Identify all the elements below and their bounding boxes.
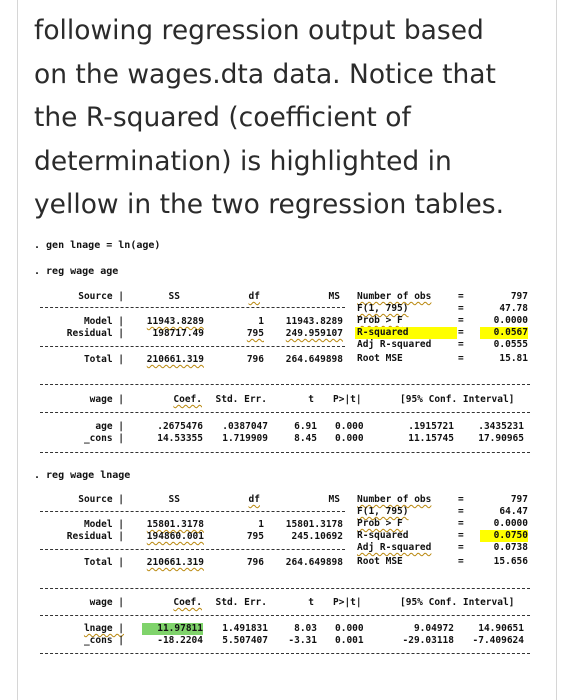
anova-ss: 11943.8289 bbox=[146, 316, 204, 327]
separator-line bbox=[40, 615, 530, 616]
page-heading bbox=[34, 9, 544, 227]
df-header: df bbox=[248, 494, 260, 505]
r-squared-value: 0.0567 bbox=[480, 327, 528, 339]
stat-label: Number of obs bbox=[357, 494, 432, 505]
separator-line bbox=[40, 653, 530, 654]
p-header: P>|t| bbox=[333, 597, 362, 608]
coef-value: 14.53355 bbox=[157, 433, 203, 444]
coef-t: 8.03 bbox=[294, 623, 317, 634]
stat-value: 0.0000 bbox=[493, 518, 528, 529]
coef-value: .2675476 bbox=[157, 421, 203, 432]
coef-ci-low: -29.03118 bbox=[402, 635, 454, 646]
heading-line: determination) is highlighted in bbox=[34, 145, 452, 177]
anova-source: Model | bbox=[83, 316, 124, 327]
stat-label: Root MSE bbox=[357, 353, 403, 364]
command-reg-lnage: . reg wage lnage bbox=[34, 470, 131, 481]
anova-ms: 249.959107 bbox=[285, 328, 343, 339]
stat-value: 15.81 bbox=[499, 353, 528, 364]
anova-ss: 210661.319 bbox=[146, 557, 204, 568]
coef-var: _cons | bbox=[83, 433, 124, 444]
coef-var: age | bbox=[95, 421, 124, 432]
anova-df: 1 bbox=[258, 519, 264, 530]
stat-value: 0.0738 bbox=[493, 542, 528, 553]
t-header: t bbox=[308, 597, 314, 608]
coef-ci-high: -7.409624 bbox=[472, 635, 524, 646]
coef-t: -3.31 bbox=[288, 635, 317, 646]
stat-eq: = bbox=[458, 556, 464, 567]
coef-ci-low: .1915721 bbox=[408, 421, 454, 432]
anova-ss: 194860.001 bbox=[146, 531, 204, 542]
var-header: wage | bbox=[89, 394, 124, 405]
coef-header: Coef. bbox=[173, 597, 202, 608]
coef-se: 5.507407 bbox=[222, 635, 268, 646]
coef-p: 0.000 bbox=[335, 421, 364, 432]
stat-label: Prob > F bbox=[357, 315, 403, 326]
anova-df: 796 bbox=[246, 557, 264, 568]
stat-value: 0.0555 bbox=[493, 339, 528, 350]
coef-p: 0.000 bbox=[335, 623, 364, 634]
ci-header: [95% Conf. Interval] bbox=[400, 597, 515, 608]
stat-eq: = bbox=[458, 530, 464, 541]
stat-value: 797 bbox=[510, 291, 528, 302]
stat-eq: = bbox=[458, 315, 464, 326]
separator-line bbox=[40, 412, 530, 413]
stat-label: F(1, 795) bbox=[357, 506, 409, 517]
heading-line: the R-squared (coefficient of bbox=[34, 102, 411, 133]
anova-ms: 264.649898 bbox=[285, 557, 343, 568]
anova-ms: 11943.8289 bbox=[285, 316, 343, 327]
anova-ss: 15801.3178 bbox=[146, 519, 204, 530]
coef-t: 6.91 bbox=[294, 421, 317, 432]
stat-eq: = bbox=[458, 303, 464, 314]
stat-label: Adj R-squared bbox=[357, 339, 432, 350]
se-header: Std. Err. bbox=[215, 394, 267, 405]
anova-df: 795 bbox=[246, 328, 264, 339]
anova-ms: 15801.3178 bbox=[285, 519, 343, 530]
stat-eq: = bbox=[458, 494, 464, 505]
separator-line bbox=[40, 346, 345, 347]
t-header: t bbox=[308, 394, 314, 405]
r-squared-label: R-squared bbox=[355, 327, 457, 339]
coef-se: .0387047 bbox=[222, 421, 268, 432]
anova-df: 796 bbox=[246, 354, 264, 365]
coef-t: 8.45 bbox=[294, 433, 317, 444]
anova-source: Total | bbox=[83, 354, 124, 365]
anova-source: Residual | bbox=[66, 531, 124, 542]
r-squared-label: R-squared bbox=[357, 530, 409, 541]
separator-line bbox=[40, 384, 530, 385]
stat-label: F(1, 795) bbox=[357, 303, 409, 314]
ss-header: SS bbox=[168, 494, 180, 505]
stat-eq: = bbox=[458, 291, 464, 302]
stat-eq: = bbox=[458, 339, 464, 350]
coef-p: 0.001 bbox=[335, 635, 364, 646]
ss-header: SS bbox=[168, 291, 180, 302]
se-header: Std. Err. bbox=[215, 597, 267, 608]
stat-label: Number of obs bbox=[357, 291, 432, 302]
coef-se: 1.719909 bbox=[222, 433, 268, 444]
anova-source: Model | bbox=[83, 519, 124, 530]
separator-line bbox=[40, 549, 345, 550]
command-gen: . gen lnage = ln(age) bbox=[34, 240, 161, 251]
stat-label: Adj R-squared bbox=[357, 542, 432, 553]
source-header: Source | bbox=[78, 494, 124, 505]
anova-ss: 210661.319 bbox=[146, 354, 204, 365]
heading-line: following regression output based bbox=[34, 15, 484, 46]
anova-ms: 245.10692 bbox=[291, 531, 343, 542]
source-header: Source | bbox=[78, 291, 124, 302]
var-header: wage | bbox=[89, 597, 124, 608]
coef-value: -18.2204 bbox=[157, 635, 203, 646]
anova-df: 795 bbox=[246, 531, 264, 542]
coef-var: lnage | bbox=[83, 623, 124, 634]
coef-ci-high: .3435231 bbox=[478, 421, 524, 432]
separator-line bbox=[40, 588, 530, 589]
coef-value-highlighted: 11.97811 bbox=[142, 623, 203, 635]
stat-eq: = bbox=[458, 353, 464, 364]
coef-se: 1.491831 bbox=[222, 623, 268, 634]
coef-ci-high: 17.90965 bbox=[478, 433, 524, 444]
stat-value: 64.47 bbox=[499, 506, 528, 517]
coef-header: Coef. bbox=[173, 394, 202, 405]
stat-label: Root MSE bbox=[357, 556, 403, 567]
anova-source: Residual | bbox=[66, 328, 124, 339]
heading-line: yellow in the two regression tables. bbox=[34, 189, 505, 220]
stat-eq: = bbox=[458, 518, 464, 529]
anova-ss: 198717.49 bbox=[152, 328, 204, 339]
coef-ci-low: 11.15745 bbox=[408, 433, 454, 444]
ci-header: [95% Conf. Interval] bbox=[400, 394, 515, 405]
ms-header: MS bbox=[328, 494, 340, 505]
anova-df: 1 bbox=[258, 316, 264, 327]
separator-line bbox=[40, 511, 345, 512]
coef-var: _cons | bbox=[83, 635, 124, 646]
p-header: P>|t| bbox=[333, 394, 362, 405]
separator-line bbox=[40, 307, 345, 308]
stat-value: 47.78 bbox=[499, 303, 528, 314]
stat-eq: = bbox=[458, 542, 464, 553]
stat-value: 0.0000 bbox=[493, 315, 528, 326]
r-squared-value: 0.0750 bbox=[480, 530, 528, 542]
coef-ci-high: 14.90651 bbox=[478, 623, 524, 634]
coef-p: 0.000 bbox=[335, 433, 364, 444]
anova-source: Total | bbox=[83, 557, 124, 568]
df-header: df bbox=[248, 291, 260, 302]
coef-ci-low: 9.04972 bbox=[413, 623, 454, 634]
stat-value: 797 bbox=[510, 494, 528, 505]
heading-line: on the wages.dta data. Notice that bbox=[34, 58, 496, 90]
ms-header: MS bbox=[328, 291, 340, 302]
stat-label: Prob > F bbox=[357, 518, 403, 529]
stat-eq: = bbox=[458, 506, 464, 517]
anova-ms: 264.649898 bbox=[285, 354, 343, 365]
separator-line bbox=[40, 452, 530, 453]
stat-eq: = bbox=[458, 327, 464, 338]
command-reg-age: . reg wage age bbox=[34, 266, 119, 277]
stat-value: 15.656 bbox=[493, 556, 528, 567]
